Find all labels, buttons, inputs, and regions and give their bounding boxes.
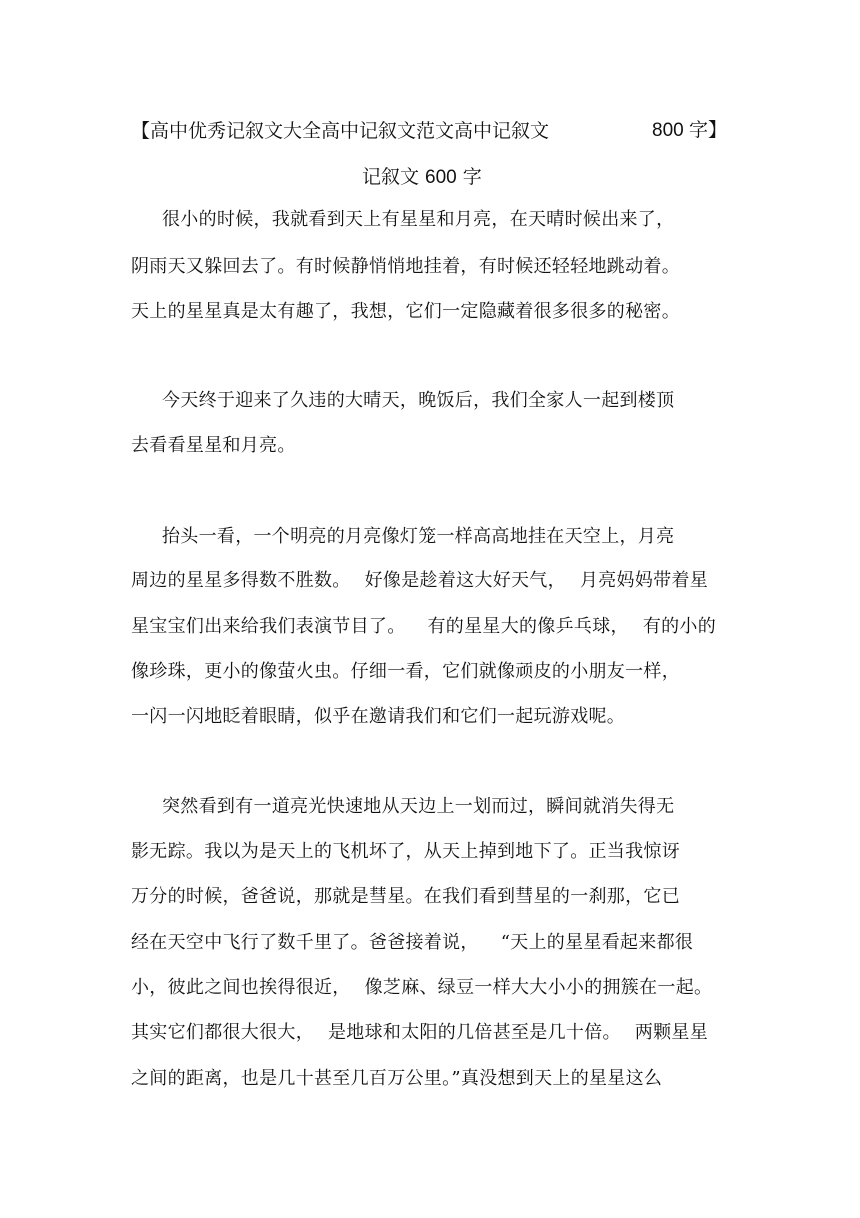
paragraph-3-line-2 — [131, 567, 708, 595]
title-main: 【高中优秀记叙文大全高中记叙文范文高中记叙文 — [131, 120, 550, 142]
paragraph-3-segment-f: 有的小的 — [642, 616, 717, 637]
paragraph-4-segment-g: 两颗星星 — [634, 1022, 709, 1043]
paragraph-4-line-3: 万分的时候，爸爸说，那就是彗星。在我们看到彗星的一刹那，它已 — [131, 886, 680, 907]
paragraph-4-segment-b: “天上的星星看起来都很 — [500, 932, 694, 953]
paragraph-3-line-5: 一闪一闪地眨着眼睛，似乎在邀请我们和它们一起玩游戏呢。 — [131, 706, 626, 727]
document-title — [131, 116, 731, 146]
paragraph-4-segment-d: 像芝麻、绿豆一样大大小小的拥簇在一起。 — [364, 977, 713, 998]
paragraph-2-line-2: 去看看星星和月亮。 — [131, 435, 296, 456]
subtitle-text: 记叙文 — [362, 166, 426, 188]
paragraph-3-segment-d: 星宝宝们出来给我们表演节目了。 — [131, 616, 406, 637]
paragraph-3-segment-a: 周边的星星多得数不胜数。 — [131, 570, 351, 591]
paragraph-1-line-3: 天上的星星真是太有趣了，我想，它们一定隐藏着很多很多的秘密。 — [131, 301, 680, 322]
paragraph-4-line-2: 影无踪。我以为是天上的飞机坏了，从天上掉到地下了。正当我惊讶 — [131, 841, 680, 862]
title-end: 800 字】 — [652, 120, 727, 141]
paragraph-3-line-4: 像珍珠，更小的像萤火虫。仔细一看，它们就像顽皮的小朋友一样， — [131, 661, 680, 682]
paragraph-4-segment-a: 经在天空中飞行了数千里了。爸爸接着说， — [131, 932, 479, 953]
paragraph-4-line-7: 之间的距离，也是几十甚至几百万公里。”真没想到天上的星星这么 — [131, 1068, 663, 1089]
paragraph-4-segment-f: 是地球和太阳的几倍甚至是几十倍。 — [328, 1022, 621, 1043]
paragraph-3-segment-c: 月亮妈妈带着星 — [579, 570, 709, 591]
subtitle-number: 600 — [425, 167, 457, 188]
paragraph-4-segment-e: 其实它们都很大很大， — [131, 1022, 314, 1043]
paragraph-4-line-1: 突然看到有一道亮光快速地从天边上一划而过，瞬间就消失得无 — [162, 796, 675, 817]
paragraph-4-line-4 — [131, 929, 693, 957]
document-subtitle — [362, 162, 482, 193]
paragraph-4-segment-c: 小，彼此之间也挨得很近， — [131, 977, 351, 998]
paragraph-4-line-5 — [131, 974, 712, 1002]
subtitle-unit: 字 — [456, 166, 482, 188]
paragraph-1-line-1: 很小的时候，我就看到天上有星星和月亮，在天晴时候出来了， — [162, 209, 675, 230]
paragraph-1-line-2: 阴雨天又躲回去了。有时候静悄悄地挂着，有时候还轻轻地跳动着。 — [131, 256, 680, 277]
paragraph-3-line-1: 抬头一看，一个明亮的月亮像灯笼一样高高地挂在天空上，月亮 — [162, 526, 675, 547]
paragraph-3-segment-e: 有的星星大的像乒乓球， — [427, 616, 629, 637]
paragraph-2-line-1: 今天终于迎来了久违的大晴天，晚饭后，我们全家人一起到楼顶 — [162, 390, 675, 411]
paragraph-4-line-6 — [131, 1019, 708, 1047]
paragraph-3-line-3 — [131, 613, 716, 641]
paragraph-3-segment-b: 好像是趁着这大好天气， — [364, 570, 566, 591]
